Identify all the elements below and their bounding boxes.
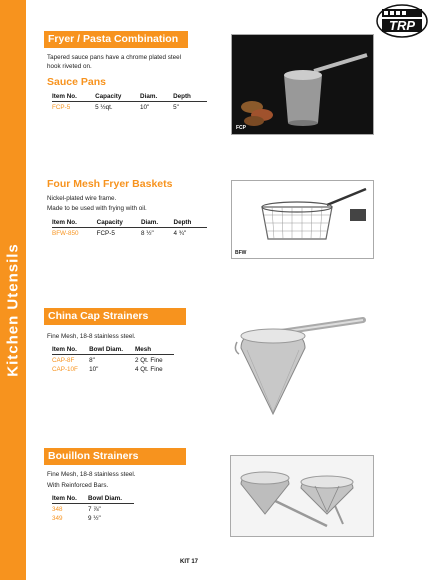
bouillon-photo — [230, 455, 374, 537]
brand-logo — [376, 4, 428, 38]
china-cap-banner: China Cap Strainers — [44, 308, 186, 325]
column-header: Diam. — [140, 93, 173, 102]
item-number: CAP-8F — [52, 357, 75, 364]
sauce-pan-photo — [231, 34, 374, 135]
column-header: Capacity — [95, 93, 140, 102]
item-number: CAP-10F — [52, 366, 78, 373]
table-row — [52, 228, 207, 238]
fryer-baskets-desc-2: Made to be used with frying with oil. — [47, 205, 147, 212]
table-row — [52, 355, 174, 365]
table-cell: 5" — [173, 104, 179, 111]
table-cell: FCP-5 — [96, 230, 115, 237]
column-header: Item No. — [52, 495, 88, 504]
column-header: Bowl Diam. — [88, 495, 134, 504]
table-row — [52, 102, 207, 112]
column-header: Item No. — [52, 219, 97, 228]
sidebar — [0, 0, 26, 580]
column-header: Bowl Diam. — [89, 346, 135, 355]
sauce-pans-table — [52, 93, 207, 111]
bouillon-table — [52, 495, 134, 522]
fryer-pasta-desc-1: Tapered sauce pans have a chrome plated steel — [47, 54, 182, 61]
table-cell: 2 Qt. Fine — [134, 357, 163, 364]
item-number: BFW-850 — [52, 230, 79, 237]
table-row — [52, 513, 134, 522]
column-header: Capacity — [97, 219, 141, 228]
logo-text: TRP — [389, 18, 415, 33]
table-cell: 9 ½" — [88, 515, 101, 522]
column-header: Item No. — [52, 93, 95, 102]
column-header: Depth — [173, 93, 207, 102]
column-header: Mesh — [135, 346, 174, 355]
item-number: 349 — [52, 515, 63, 522]
photo-label: BFW — [235, 250, 247, 256]
item-number: 348 — [52, 506, 63, 513]
china-cap-photo — [231, 306, 372, 421]
table-cell: 10" — [140, 104, 150, 111]
fryer-pasta-banner: Fryer / Pasta Combination — [44, 31, 188, 48]
column-header: Diam. — [141, 219, 174, 228]
bouillon-banner: Bouillon Strainers — [44, 448, 186, 465]
table-row — [52, 504, 134, 514]
china-cap-desc: Fine Mesh, 18-8 stainless steel. — [47, 333, 136, 340]
item-number: FCP-5 — [52, 104, 71, 111]
fryer-baskets-title: Four Mesh Fryer Baskets — [47, 178, 173, 190]
sauce-pans-title: Sauce Pans — [47, 76, 106, 88]
table-cell: 4 ¾" — [173, 230, 187, 237]
fryer-basket-photo — [231, 180, 374, 259]
table-cell: 8 ½" — [140, 230, 154, 237]
photo-label: FCP — [236, 125, 246, 131]
table-cell: 4 Qt. Fine — [134, 366, 163, 373]
sidebar-title: Kitchen Utensils — [4, 243, 22, 377]
bouillon-desc-1: Fine Mesh, 18-8 stainless steel. — [47, 471, 136, 478]
table-row — [52, 364, 174, 373]
table-cell: 5 ½qt. — [95, 104, 113, 111]
fryer-pasta-desc-2: hook riveted on. — [47, 63, 92, 70]
table-cell: 10" — [89, 366, 99, 373]
table-cell: 8" — [89, 357, 95, 364]
bouillon-desc-2: With Reinforced Bars. — [47, 482, 109, 489]
table-cell: 7 ⅞" — [88, 506, 101, 513]
column-header: Depth — [174, 219, 207, 228]
page-number: KIT 17 — [180, 559, 199, 565]
china-cap-table — [52, 346, 174, 373]
fryer-baskets-table — [52, 219, 207, 237]
fryer-baskets-desc-1: Nickel-plated wire frame. — [47, 195, 117, 202]
column-header: Item No. — [52, 346, 89, 355]
